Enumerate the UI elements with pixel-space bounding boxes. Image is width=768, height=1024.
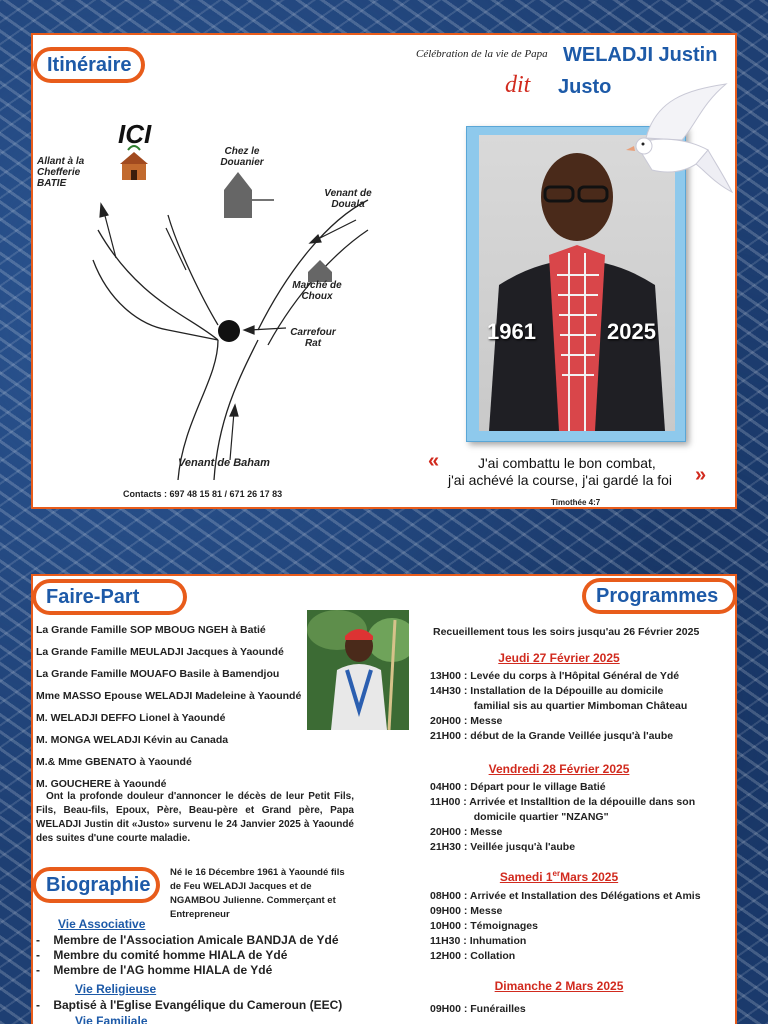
quote-line-1: J'ai combattu le bon combat, bbox=[478, 455, 656, 471]
bio-item: - Membre de l'Association Amicale BANDJA de Ydé bbox=[36, 933, 339, 947]
quote-close-mark: » bbox=[695, 464, 707, 486]
programmes-heading: Programmes bbox=[583, 579, 736, 613]
recueillement-text: Recueillement tous les soirs jusqu'au 26 Février 2025 bbox=[433, 626, 700, 638]
deceased-name: WELADJI Justin bbox=[563, 44, 718, 66]
douanier-house-icon bbox=[224, 172, 252, 218]
vie-religieuse-list bbox=[36, 998, 366, 1013]
chefferie-hut-icon bbox=[120, 146, 148, 180]
nickname: Justo bbox=[558, 76, 612, 98]
faire-part-heading: Faire-Part bbox=[33, 580, 186, 614]
vie-associative-title: Vie Associative bbox=[58, 917, 146, 931]
bio-item: - Baptisé à l'Eglise Evangélique du Cameroun (EEC) bbox=[36, 998, 343, 1012]
bio-item: - Membre du comité homme HIALA de Ydé bbox=[36, 948, 288, 962]
event-line: 14H30 : Installation de la Dépouille au domicile bbox=[430, 685, 664, 697]
family-list bbox=[36, 624, 306, 791]
event-line: 21H30 : Veillée jusqu'à l'aube bbox=[430, 841, 576, 853]
here-label: ICI bbox=[118, 119, 152, 149]
vie-religieuse-title: Vie Religieuse bbox=[75, 982, 157, 996]
day-title: Samedi 1erMars 2025 bbox=[499, 869, 619, 884]
family-line: La Grande Famille MEULADJI Jacques à Yaoundé bbox=[36, 646, 284, 658]
label-douanier: Chez le Douanier bbox=[220, 146, 264, 168]
event-line: 13H00 : Levée du corps à l'Hôpital Général de Ydé bbox=[430, 670, 680, 682]
family-line: Mme MASSO Epouse WELADJI Madeleine à Yaoundé bbox=[36, 690, 302, 702]
quote-reference: Timothée 4:7 bbox=[551, 498, 601, 507]
vie-associative-list bbox=[36, 933, 366, 978]
event-line: 09H00 : Messe bbox=[430, 905, 503, 917]
label-marche-choux: Marché de Choux bbox=[292, 280, 342, 302]
event-line: 20H00 : Messe bbox=[430, 715, 503, 727]
label-allant-batie: Allant à la Chefferie BATIE bbox=[37, 156, 85, 189]
day-events bbox=[430, 780, 695, 855]
bio-item: - Membre de l'AG homme HIALA de Ydé bbox=[36, 963, 273, 977]
label-baham: Venant de Baham bbox=[178, 457, 270, 469]
event-line: 11H00 : Arrivée et Installtion de la dépouille dans son bbox=[430, 796, 696, 808]
event-line: 20H00 : Messe bbox=[430, 826, 503, 838]
celebration-text: Célébration de la vie de Papa bbox=[416, 48, 548, 60]
day-title: Dimanche 2 Mars 2025 bbox=[494, 979, 624, 993]
announcement-text: Ont la profonde douleur d'annoncer le décès de leur Petit Fils, Fils, Beau-fils, Epoux, Père, Beau-père et Grand père, Papa WELADJI Justin dit «Justo» survenu le 24 Janvier 2025 à Yaoundé des suites d'une courte maladie. bbox=[36, 791, 354, 844]
bio-intro: Né le 16 Décembre 1961 à Yaoundé fils de Feu WELADJI Jacques et de NGAMBOU Julienne. Commerçant et Entrepreneur bbox=[170, 867, 345, 920]
day-events bbox=[430, 889, 701, 964]
event-line: 11H30 : Inhumation bbox=[430, 935, 527, 947]
quote-open-mark: « bbox=[428, 450, 440, 472]
dove-icon bbox=[616, 80, 734, 196]
family-line: M. WELADJI DEFFO Lionel à Yaoundé bbox=[36, 712, 226, 724]
day-events bbox=[430, 1002, 526, 1017]
dit-text: dit bbox=[505, 72, 531, 98]
event-line: 12H00 : Collation bbox=[430, 950, 516, 962]
event-line: 08H00 : Arrivée et Installation des Délégations et Amis bbox=[430, 890, 701, 902]
event-line: domicile quartier "NZANG" bbox=[430, 811, 609, 823]
year-death: 2025 bbox=[607, 319, 656, 344]
family-line: La Grande Famille MOUAFO Basile à Bamendjou bbox=[36, 668, 280, 680]
label-douala: Venant de Douala bbox=[324, 188, 372, 210]
family-line: M.& Mme GBENATO à Yaoundé bbox=[36, 756, 192, 768]
day-title: Vendredi 28 Février 2025 bbox=[488, 762, 630, 776]
event-line: 21H00 : début de la Grande Veillée jusqu'à l'aube bbox=[430, 730, 674, 742]
carrefour-marker-icon bbox=[218, 320, 240, 342]
event-line: 09H00 : Funérailles bbox=[430, 1003, 526, 1015]
family-line: La Grande Famille SOP MBOUG NGEH à Batié bbox=[36, 624, 266, 636]
road-batie bbox=[98, 230, 218, 340]
road-douala bbox=[258, 200, 368, 330]
contacts: Contacts : 697 48 15 81 / 671 26 17 83 bbox=[123, 489, 283, 499]
family-line: M. GOUCHERE à Yaoundé bbox=[36, 778, 167, 790]
itineraire-heading: Itinéraire bbox=[34, 48, 144, 82]
family-line: M. MONGA WELADJI Kévin au Canada bbox=[36, 734, 229, 746]
quote-line-2: j'ai achévé la course, j'ai gardé la foi bbox=[448, 472, 673, 488]
event-line: familial sis au quartier Mimboman Château bbox=[430, 700, 688, 712]
biographie-heading: Biographie bbox=[33, 868, 159, 902]
year-birth: 1961 bbox=[487, 319, 536, 344]
day-events bbox=[430, 669, 687, 744]
event-line: 04H00 : Départ pour le village Batié bbox=[430, 781, 606, 793]
vie-familiale-title: Vie Familiale bbox=[75, 1014, 148, 1024]
day-title: Jeudi 27 Février 2025 bbox=[498, 651, 620, 665]
traditional-photo bbox=[307, 610, 409, 730]
label-carrefour-rat: Carrefour Rat bbox=[290, 327, 336, 349]
event-line: 10H00 : Témoignages bbox=[430, 920, 538, 932]
